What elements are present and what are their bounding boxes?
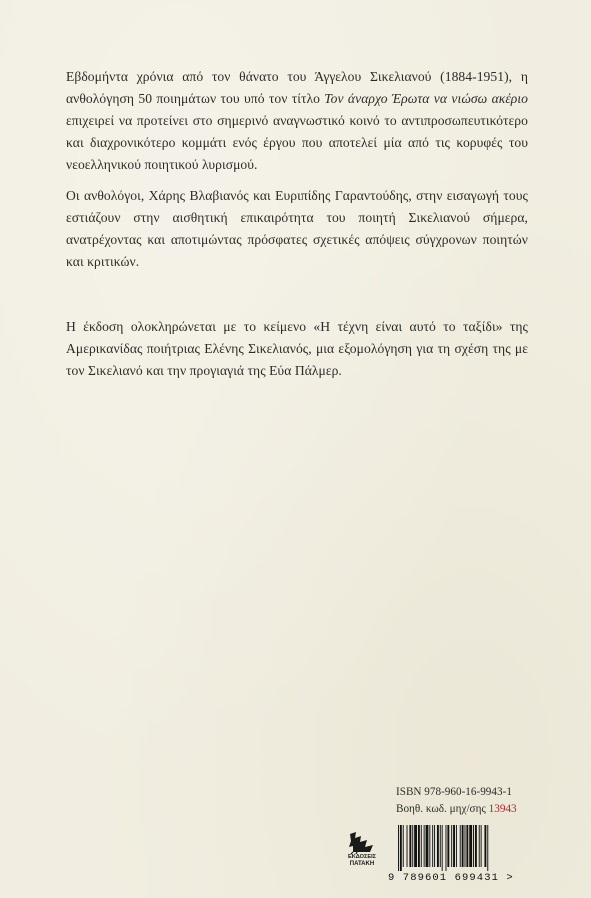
- internal-code-number: 13943: [488, 803, 517, 815]
- barcode-bar: [475, 825, 477, 867]
- barcode-bar: [432, 825, 433, 867]
- barcode-bar: [418, 825, 420, 867]
- barcode-bar: [412, 825, 413, 867]
- barcode-bar: [424, 825, 425, 867]
- barcode-bar: [414, 825, 417, 867]
- barcode-bar: [456, 825, 457, 867]
- barcode: [388, 821, 528, 887]
- barcode-digits: 9 789601 699431 >: [388, 872, 514, 884]
- barcode-bar: [469, 825, 472, 867]
- barcode-bar: [400, 825, 402, 871]
- barcode-bars: [398, 825, 520, 871]
- barcode-bar: [451, 825, 452, 867]
- blurb-paragraph-1: [66, 66, 528, 176]
- barcode-bar: [484, 825, 486, 867]
- barcode-bar: [426, 825, 429, 867]
- barcode-bar: [465, 825, 466, 867]
- barcode-bar: [446, 825, 447, 871]
- blurb-paragraph-3: Η έκδοση ολοκληρώνεται με το κείμενο «Η τέχνη είναι αυτό το ταξίδι» της Αμερικανίδας ποιήτριας Ελένης Σικελιανός, μια εξομολόγηση για τη σχέση της με τον Σικελιανό και την προγιαγιά της Εύα Πάλμερ.: [66, 319, 528, 378]
- barcode-bar: [407, 825, 408, 867]
- barcode-bar: [403, 825, 404, 867]
- internal-code: [396, 801, 517, 818]
- barcode-bar: [437, 825, 439, 867]
- barcode-bar: [409, 825, 411, 867]
- barcode-bar: [453, 825, 455, 867]
- internal-code-label: Βοηθ. κωδ. μηχ/σης: [396, 803, 486, 815]
- publisher-bird-icon: [337, 831, 387, 855]
- barcode-bar: [462, 825, 464, 867]
- isbn-number: ISBN 978-960-16-9943-1: [396, 786, 512, 798]
- barcode-bar: [460, 825, 461, 867]
- publisher-name-line-1: ΕΚΔΟΣΕΙΣ: [348, 854, 376, 860]
- barcode-bar: [466, 825, 468, 867]
- barcode-bar: [447, 825, 449, 867]
- barcode-bar: [429, 825, 430, 867]
- barcode-bar: [479, 825, 480, 867]
- isbn-info: [396, 784, 517, 818]
- book-title: Τον άναρχο Έρωτα να νιώσω ακέριο: [324, 91, 528, 106]
- blurb-paragraph-2: Οι ανθολόγοι, Χάρης Βλαβιανός και Ευριπίδης Γαραντούδης, στην εισαγωγή τους εστιάζουν στην αισθητική επικαιρότητα του ποιητή Σικελιανού σήμερα, ανατρέχοντας και αποτιμώντας πρόσφατες σχετικές απόψεις σύγχρονων ποιητών και κριτικών.: [66, 188, 528, 269]
- blurb-paragraph-1-rest: επιχειρεί να προτείνει στο σημερινό αναγνωστικό κοινό το αντιπροσωπευτικότερο και διαχρονικότερο κομμάτι ενός έργου που αποτελεί μία από τις κορυφές του νεοελληνικού ποιητικού λυρισμού.: [66, 113, 528, 172]
- barcode-bar: [473, 825, 474, 867]
- barcode-bar: [434, 825, 435, 867]
- publisher-name-line-2: ΠΑΤΑΚΗ: [349, 861, 375, 867]
- blurb-paragraph-1-lead: Εβδομήντα χρόνια από τον θάνατο του Άγγελου Σικελιανού (1884-1951), η ανθολόγηση 50 ποιημάτων του υπό τον τίτλο: [66, 69, 528, 106]
- barcode-bar: [440, 825, 441, 867]
- barcode-bar: [398, 825, 399, 871]
- publisher-logo: [337, 831, 387, 871]
- barcode-bar: [421, 825, 422, 867]
- barcode-bar: [481, 825, 482, 867]
- barcode-bar: [442, 825, 443, 871]
- barcode-bar: [487, 825, 488, 871]
